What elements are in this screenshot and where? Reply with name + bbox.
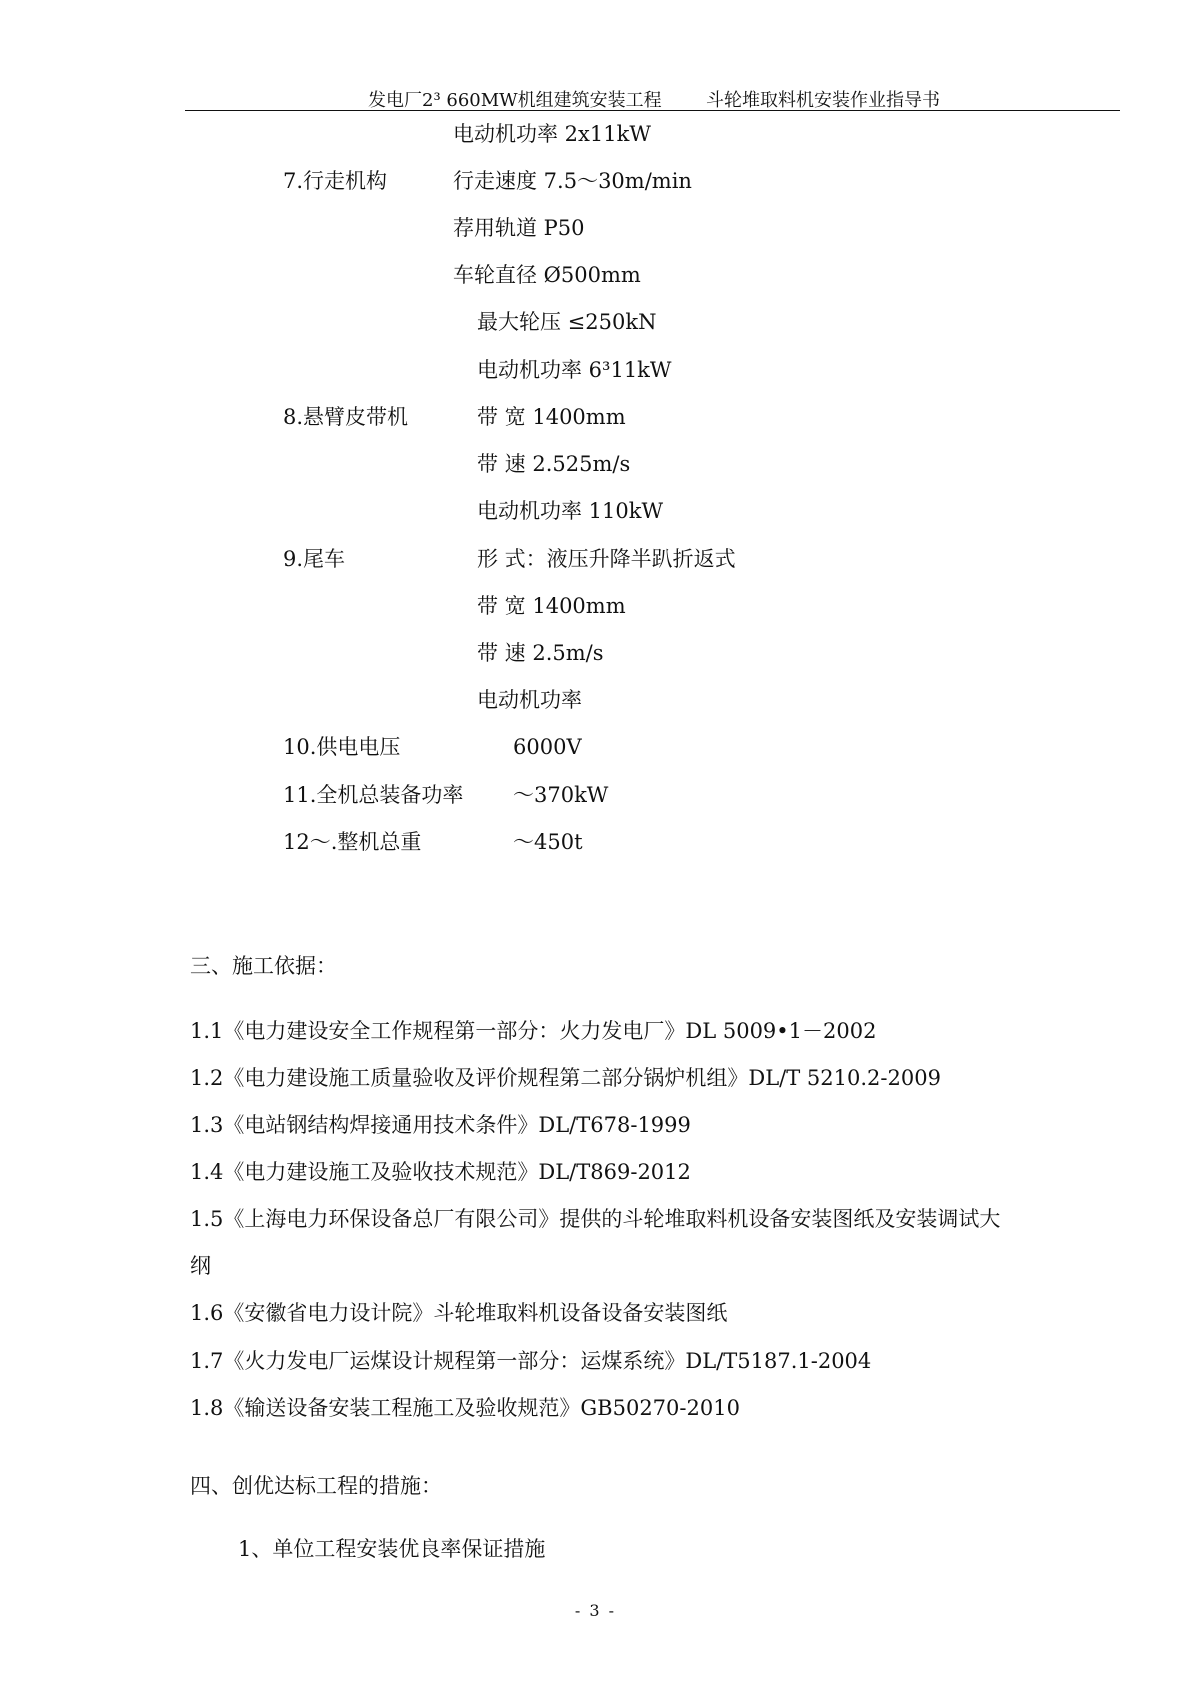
spec-label-boom-conveyor: 8.悬臂皮带机 <box>283 405 409 429</box>
spec-value: 电动机功率 6³11kW <box>477 358 672 382</box>
spec-value: 荐用轨道 P50 <box>453 216 585 240</box>
subsection-heading: 1、单位工程安装优良率保证措施 <box>238 1537 546 1561</box>
reference-item: 1.2《电力建设施工质量验收及评价规程第二部分锅炉机组》DL/T 5210.2-2009 <box>190 1066 941 1090</box>
reference-item: 1.6《安徽省电力设计院》斗轮堆取料机设备设备安装图纸 <box>190 1301 728 1325</box>
reference-item: 1.8《输送设备安装工程施工及验收规范》GB50270-2010 <box>190 1396 740 1420</box>
page-header <box>0 86 1191 110</box>
header-document-title: 斗轮堆取料机安装作业指导书 <box>706 90 940 111</box>
spec-value: 带 宽 1400mm <box>477 594 626 618</box>
reference-item: 1.4《电力建设施工及验收技术规范》DL/T869-2012 <box>190 1160 691 1184</box>
spec-value: 车轮直径 Ø500mm <box>453 263 641 287</box>
spec-label-total-power: 11.全机总装备功率 <box>283 783 464 807</box>
spec-value: 电动机功率 <box>477 688 582 712</box>
spec-label-travel-mechanism: 7.行走机构 <box>283 169 388 193</box>
spec-value: 形 式：液压升降半趴折返式 <box>477 547 736 571</box>
spec-value: 6000V <box>513 735 582 759</box>
section-heading: 四、创优达标工程的措施： <box>190 1474 442 1498</box>
section-heading: 三、施工依据： <box>190 954 337 978</box>
spec-value: 带 速 2.525m/s <box>477 452 631 476</box>
spec-value: 最大轮压 ≤250kN <box>477 310 657 334</box>
spec-value: 电动机功率 110kW <box>477 499 664 523</box>
spec-value: ～370kW <box>513 783 609 807</box>
reference-item-continuation: 纲 <box>190 1254 211 1278</box>
reference-item: 1.7《火力发电厂运煤设计规程第一部分：运煤系统》DL/T5187.1-2004 <box>190 1349 872 1373</box>
spec-label-supply-voltage: 10.供电电压 <box>283 735 401 759</box>
spec-value: ～450t <box>513 830 583 854</box>
spec-value: 行走速度 7.5～30m/min <box>453 169 692 193</box>
spec-value: 电动机功率 2x11kW <box>453 122 651 146</box>
reference-item: 1.3《电站钢结构焊接通用技术条件》DL/T678-1999 <box>190 1113 691 1137</box>
reference-item: 1.1《电力建设安全工作规程第一部分：火力发电厂》DL 5009•1－2002 <box>190 1019 877 1043</box>
header-project-title: 发电厂2³ 660MW机组建筑安装工程 <box>368 90 662 111</box>
header-rule <box>185 110 1120 111</box>
reference-item: 1.5《上海电力环保设备总厂有限公司》提供的斗轮堆取料机设备安装图纸及安装调试大 <box>190 1207 1001 1231</box>
page-number: - 3 - <box>574 1601 617 1620</box>
spec-value: 带 宽 1400mm <box>477 405 626 429</box>
spec-label-total-weight: 12～.整机总重 <box>283 830 422 854</box>
spec-value: 带 速 2.5m/s <box>477 641 604 665</box>
spec-label-tail-car: 9.尾车 <box>283 547 346 571</box>
